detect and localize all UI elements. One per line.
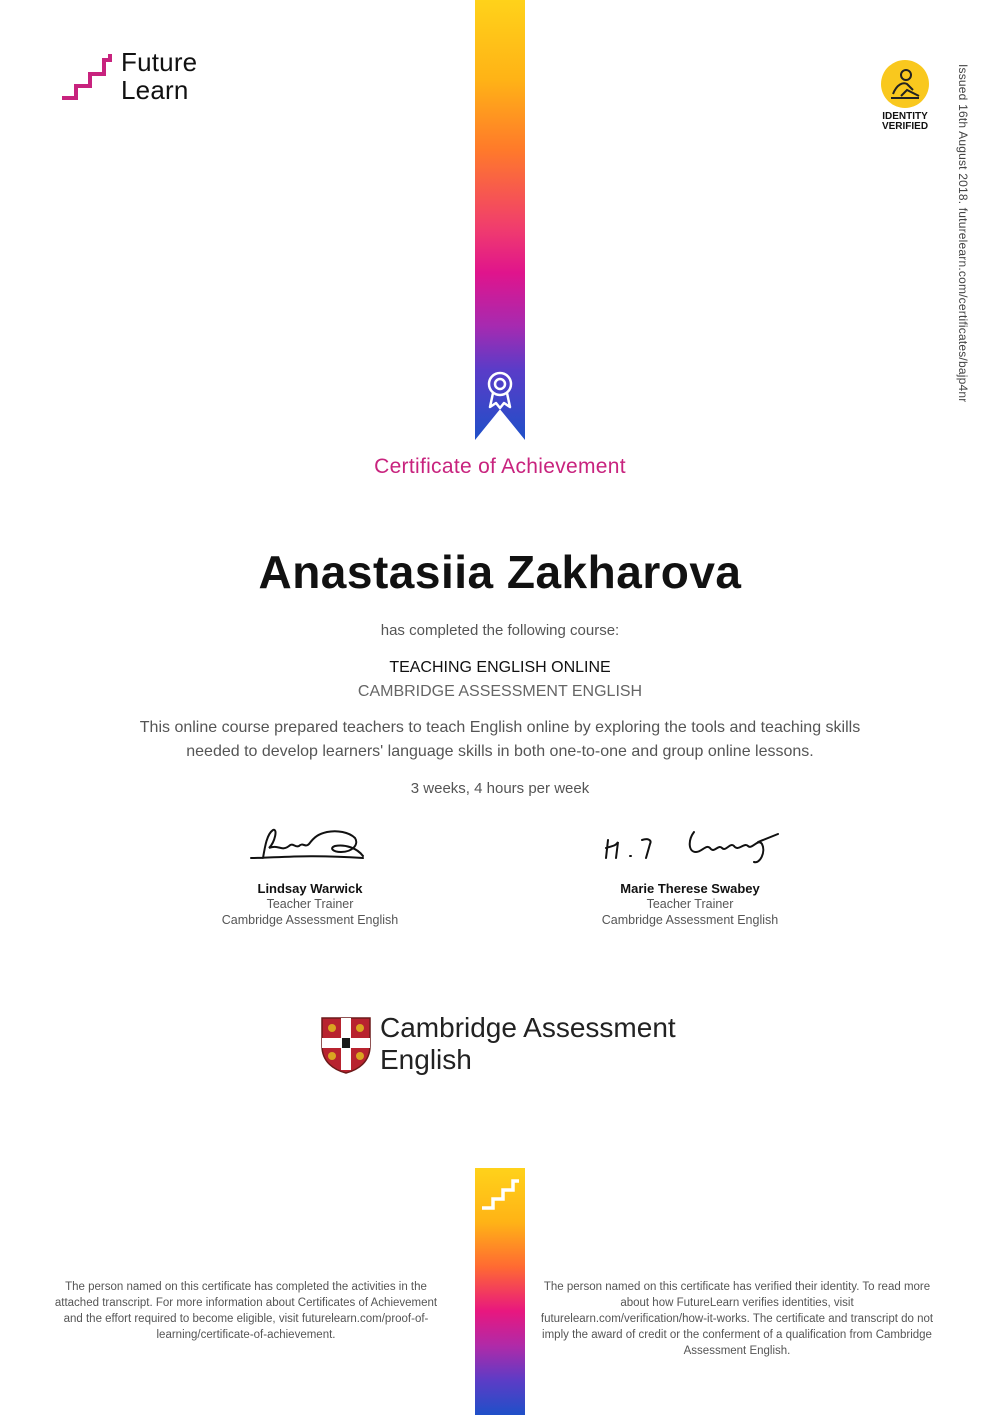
signatory-1 <box>180 818 440 928</box>
course-title: TEACHING ENGLISH ONLINE <box>389 659 611 676</box>
learner-name: Anastasiia Zakharova <box>258 546 742 598</box>
stairs-icon <box>479 1174 521 1214</box>
stairs-logo-icon <box>60 52 116 102</box>
signature-image <box>590 818 790 870</box>
signatory-role: Teacher Trainer <box>266 897 354 911</box>
course-description <box>110 716 890 764</box>
footer-left-note: The person named on this certificate has completed the activities in the attached transcript. For more information about Certificates of Achievement and the effort required to become eligible, visit futurelearn.com/proof-of-learning/certificate-of-achievement. <box>54 1281 438 1341</box>
logo-word-learn: Learn <box>121 75 189 105</box>
course-organisation: CAMBRIDGE ASSESSMENT ENGLISH <box>357 683 643 700</box>
futurelearn-logo[interactable] <box>60 48 220 108</box>
course-description-line-2: needed to develop learners' language skills in both one-to-one and group online lessons. <box>186 743 814 760</box>
signatory-organisation: Cambridge Assessment English <box>601 913 779 927</box>
badge-text-2: VERIFIED <box>881 121 929 132</box>
signature-image <box>245 818 375 870</box>
badge-text-1: IDENTITY <box>882 111 928 122</box>
signatory-2 <box>560 818 820 928</box>
logo-word-future: Future <box>121 47 198 77</box>
cambridge-shield-icon <box>320 1016 372 1074</box>
issued-date-url: Issued 16th August 2018. futurelearn.com/certificates/bajp4nr <box>956 64 970 403</box>
signatory-name: Marie Therese Swabey <box>620 881 760 896</box>
footer-right-note: The person named on this certificate has verified their identity. To read more about how FutureLearn verifies identities, visit futurelearn.com/verification/how-it-works. The certificate and transcript do not imply the award of credit or the conferment of a qualification from Cambridge Assessment English. <box>540 1281 934 1357</box>
course-duration: 3 weeks, 4 hours per week <box>410 780 590 797</box>
completed-text: has completed the following course: <box>380 622 620 639</box>
signatory-name: Lindsay Warwick <box>257 881 363 896</box>
partner-logo-line-1: Cambridge Assessment <box>380 1012 676 1043</box>
award-icon <box>484 370 516 410</box>
signatory-organisation: Cambridge Assessment English <box>221 913 399 927</box>
certificate-title: Certificate of Achievement <box>374 455 626 478</box>
signatory-role: Teacher Trainer <box>646 897 734 911</box>
cambridge-assessment-logo <box>320 1012 690 1082</box>
course-description-line-1: This online course prepared teachers to teach English online by exploring the tools and teaching skills <box>139 719 861 736</box>
identity-icon <box>881 60 929 108</box>
partner-logo-line-2: English <box>380 1044 472 1075</box>
identity-verified-badge <box>868 60 942 140</box>
